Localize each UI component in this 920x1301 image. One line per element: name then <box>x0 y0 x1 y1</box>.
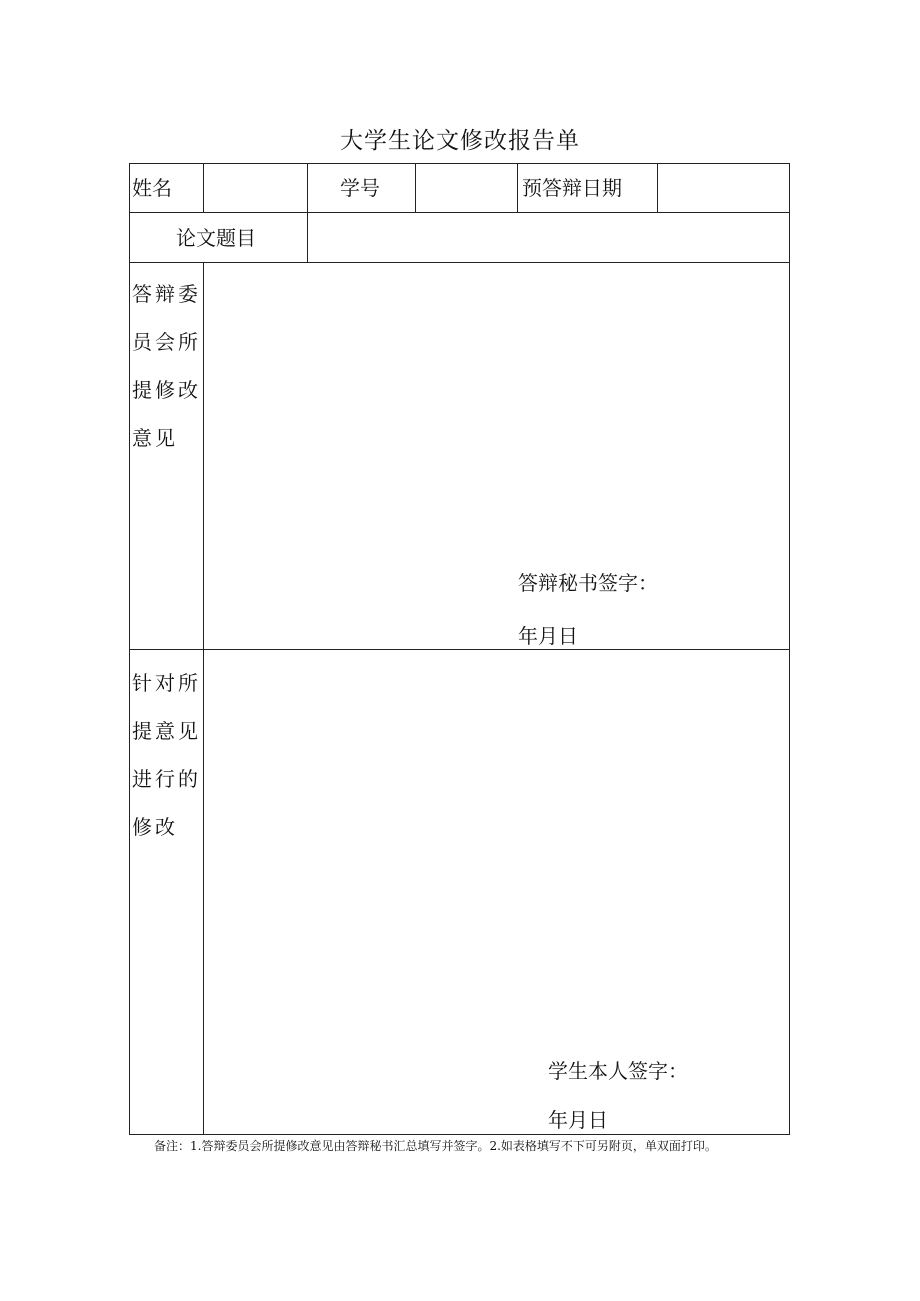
revisions-label: 针对所提意见进行的修改 <box>132 671 201 839</box>
student-date-label: 年月日 <box>548 1108 608 1132</box>
pre-defense-date-field[interactable] <box>658 164 789 212</box>
cell-divider <box>517 164 518 212</box>
cell-divider <box>307 164 308 212</box>
student-signature-label: 学生本人签字： <box>548 1059 688 1083</box>
thesis-title-label: 论文题目 <box>176 226 256 250</box>
thesis-title-field[interactable] <box>308 213 789 262</box>
report-form <box>129 163 790 1135</box>
secretary-date-label: 年月日 <box>518 624 578 648</box>
name-field[interactable] <box>204 164 307 212</box>
committee-opinions-label: 答辩委员会所提修改意见 <box>132 282 201 450</box>
revisions-field[interactable] <box>204 650 789 1040</box>
pre-defense-date-label: 预答辩日期 <box>522 176 622 200</box>
committee-opinions-field[interactable] <box>204 263 789 563</box>
secretary-signature-label: 答辩秘书签字： <box>518 571 658 595</box>
student-id-field[interactable] <box>416 164 517 212</box>
student-id-label: 学号 <box>340 176 380 200</box>
name-label: 姓名 <box>132 176 172 200</box>
footnote: 备注：1.答辩委员会所提修改意见由答辩秘书汇总填写并签字。2.如表格填写不下可另附页，单双面打印。 <box>154 1139 717 1153</box>
page-title: 大学生论文修改报告单 <box>340 128 580 154</box>
